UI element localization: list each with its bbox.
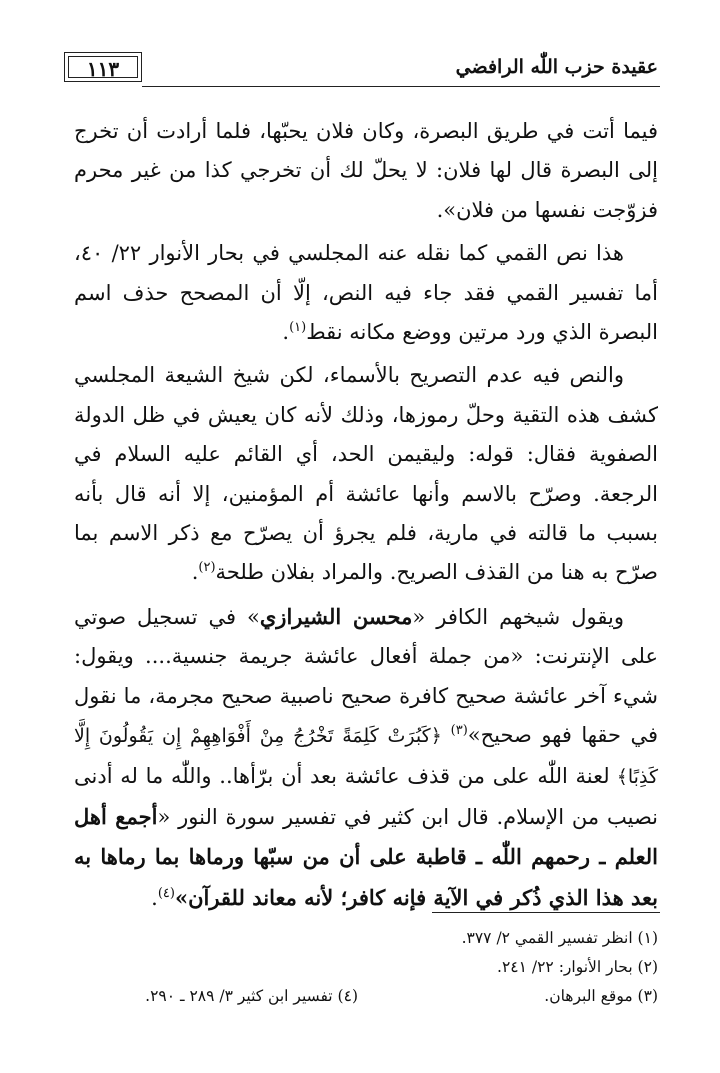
footnote-ref-1[interactable]: (١) [289,320,307,336]
footnote-ref-3[interactable]: (٣) [450,723,468,739]
quran-verse: ﴿كَبُرَتْ كَلِمَةً تَخْرُجُ مِنْ أَفْوَاهِهِمْ إِن يَقُولُونَ إِلَّا كَذِبًا﴾ [74,725,658,788]
footnote-3: (٣) موقع البرهان. [544,987,658,1005]
paragraph-2-end: . [282,320,290,345]
running-title: عقيدة حزب اللّٰه الرافضي [455,56,658,78]
footnote-line-3 [74,982,658,1011]
paragraph-1 [74,112,658,230]
paragraph-4 [74,597,658,918]
footnote-line-2 [74,953,658,982]
page-number: ١١٣ [86,57,120,81]
paragraph-1-text: فيما أتت في طريق البصرة، وكان فلان يحبّها، فلما أرادت أن تخرج إلى البصرة قال لها فلان: لا يحلّ لك أن تخرجي كذا من غير محرم فزوّجت نفسها من فلان». [74,119,658,222]
footnotes [74,924,658,1011]
paragraph-2-text: هذا نص القمي كما نقله عنه المجلسي في بحار الأنوار ٢٢/ ٤٠، أما تفسير القمي فقد جاء فيه النص، إلّا أن المصحح حذف اسم البصرة الذي ورد مرتين ووضع مكانه نقط [74,241,658,345]
paragraph-4-part-c: لعنة اللّٰه على من قذف عائشة بعد أن برّأها.. واللّٰه ما له أدنى نصيب من الإسلام. قال ابن كثير في تفسير سورة النور « [74,763,658,829]
paragraph-3-end: . [191,560,199,585]
footnote-rule [432,912,660,913]
footnote-2: (٢) بحار الأنوار: ٢٢/ ٢٤١. [497,958,658,976]
paragraph-3-text: والنص فيه عدم التصريح بالأسماء، لكن شيخ الشيعة المجلسي كشف هذه التقية وحلّ رموزها، وذلك لأنه كان يعيش في ظل الدولة الصفوية فقال: قوله: وليقيمن الحد، أي القائم عليه السلام في الرجعة. وصرّح بالاسم وأنها عائشة أم المؤمنين، إلا أنه قال بأنه بسبب ما قالته في مارية، فلم يجرؤ أن يصرّح مع ذكر الاسم بما صرّح به هنا من القذف الصريح. والمراد بفلان طلحة [74,363,658,585]
header-rule [142,86,660,87]
paragraph-2 [74,234,658,352]
footnote-line-1 [74,924,658,953]
paragraph-4-name: محسن الشيرازي [259,603,413,629]
paragraph-4-part-d: » [174,884,189,910]
page-header [64,50,660,94]
paragraph-4-part-b: » في تسجيل صوتي على الإنترنت: «من جملة أفعال عائشة جريمة جنسية.... ويقول: شيء آخر عائشة صحيح كافرة صحيح ناصبية صحيح مجرمة، ما نقول في حقها فهو صحيح» [74,604,658,748]
footnote-ref-4[interactable]: (٤) [157,885,175,901]
page-number-box [64,52,142,82]
paragraph-4-end: . [151,885,158,910]
footnote-4: (٤) تفسير ابن كثير ٣/ ٢٨٩ ـ ٢٩٠. [145,987,358,1005]
paragraph-4-bold-quote: أجمع أهل العلم ـ رحمهم اللّٰه ـ قاطبة على أن من سبّها ورماها بما رماها به بعد هذا الذي ذُكر في الآية فإنه كافر؛ لأنه معاند للقرآن [74,803,658,910]
main-text [74,112,658,918]
paragraph-3 [74,356,658,592]
footnote-1: (١) انظر تفسير القمي ٢/ ٣٧٧. [461,929,658,947]
paragraph-4-part-a: ويقول شيخهم الكافر « [412,604,625,629]
footnote-ref-2[interactable]: (٢) [198,560,216,576]
